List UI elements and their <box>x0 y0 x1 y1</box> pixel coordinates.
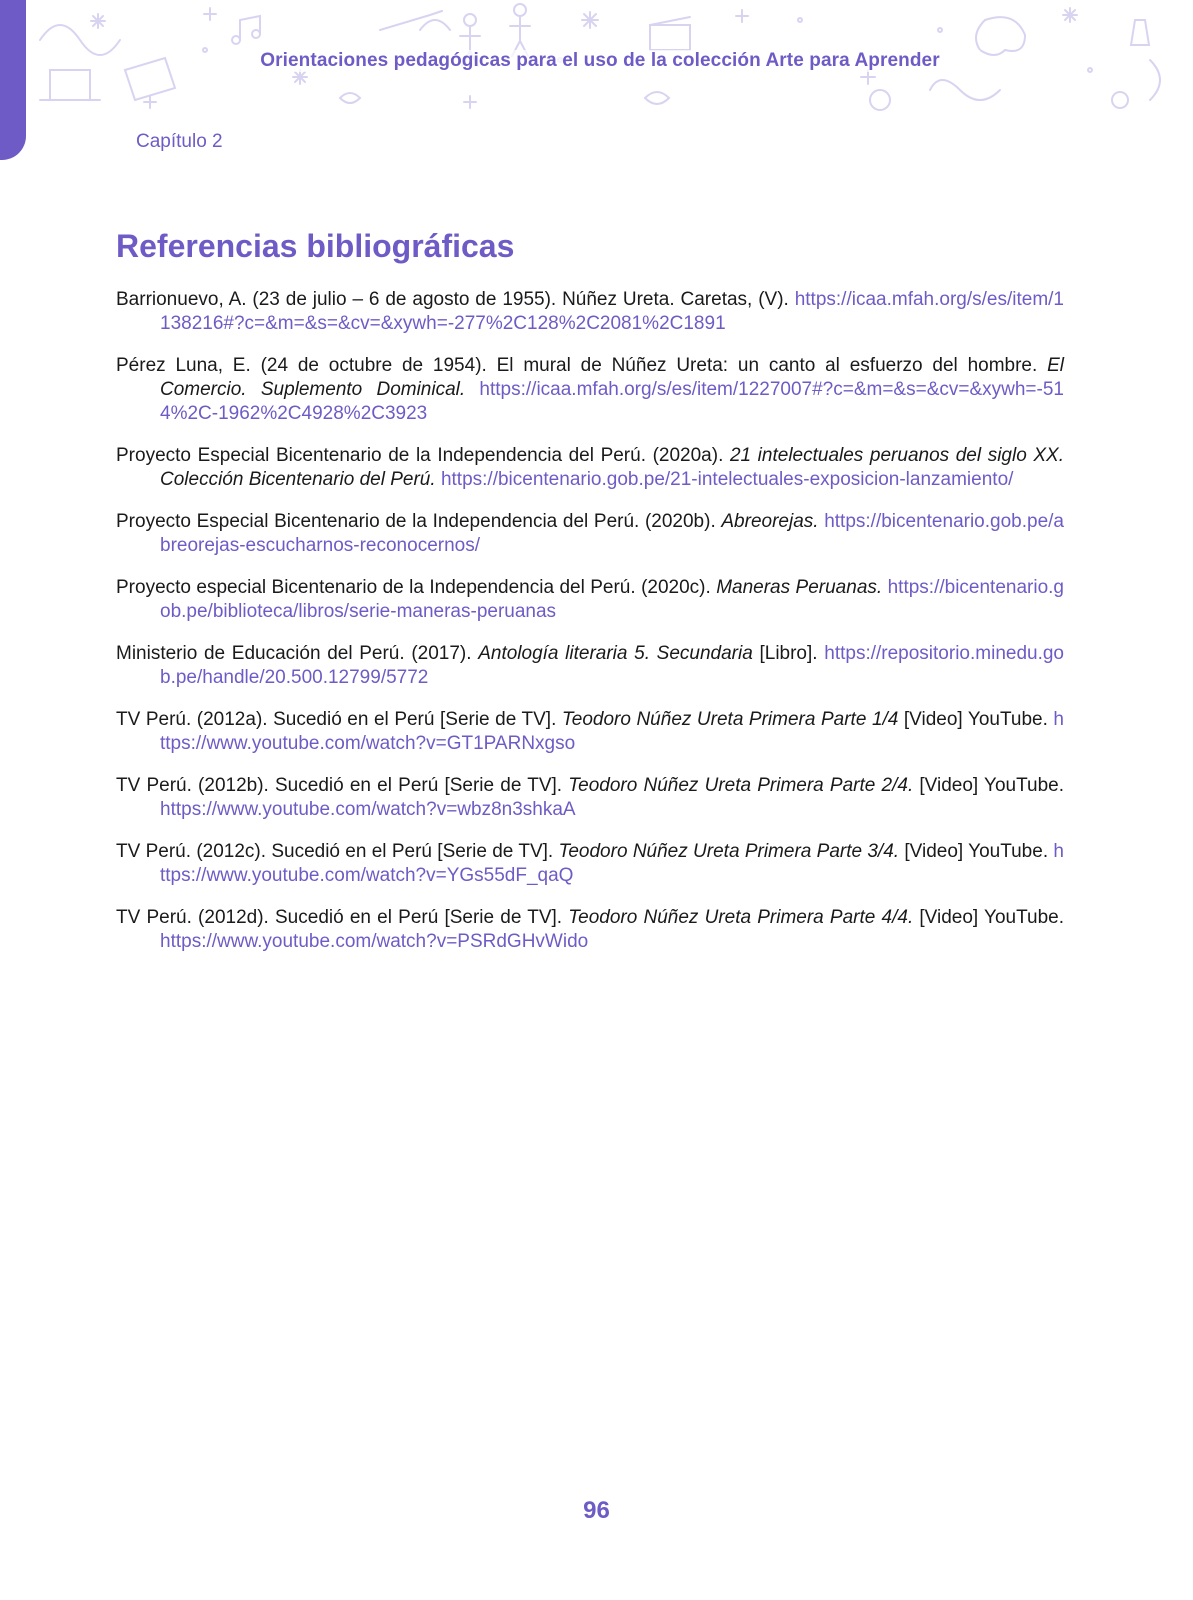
reference-url-link[interactable]: https://icaa.mfah.org/s/es/item/1138216#?c=&m=&s=&cv=&xywh=-277%2C128%2C2081%2C1891 <box>160 289 1064 334</box>
reference-text: TV Perú. (2012b). Sucedió en el Perú [Serie de TV]. <box>116 775 569 796</box>
reference-text: Pérez Luna, E. (24 de octubre de 1954). El mural de Núñez Ureta: un canto al esfuerzo del hombre. <box>116 355 1048 376</box>
reference-text: Proyecto Especial Bicentenario de la Independencia del Perú. (2020a). <box>116 445 730 466</box>
reference-item <box>116 354 1064 426</box>
reference-italic-title: Teodoro Núñez Ureta Primera Parte 3/4. <box>558 841 900 862</box>
reference-url-link[interactable]: https://bicentenario.gob.pe/21-intelectuales-exposicion-lanzamiento/ <box>440 469 1014 490</box>
reference-item <box>116 288 1064 336</box>
reference-url-link[interactable]: https://www.youtube.com/watch?v=PSRdGHvWido <box>160 931 589 952</box>
reference-text: Ministerio de Educación del Perú. (2017). <box>116 643 479 664</box>
reference-text: Proyecto especial Bicentenario de la Independencia del Perú. (2020c). <box>116 577 717 598</box>
reference-italic-title: El Comercio. Suplemento Dominical. <box>160 355 1064 400</box>
reference-italic-title: Teodoro Núñez Ureta Primera Parte 1/4 <box>561 709 899 730</box>
reference-url-link[interactable]: https://www.youtube.com/watch?v=wbz8n3shkaA <box>160 799 576 820</box>
reference-url-link[interactable]: https://bicentenario.gob.pe/abreorejas-escucharnos-reconocernos/ <box>160 511 1064 556</box>
running-title: Orientaciones pedagógicas para el uso de la colección Arte para Aprender <box>220 50 980 72</box>
reference-italic-title: Teodoro Núñez Ureta Primera Parte 2/4. <box>568 775 914 796</box>
reference-italic-title: Maneras Peruanas. <box>716 577 883 598</box>
reference-italic-title: Teodoro Núñez Ureta Primera Parte 4/4. <box>568 907 914 928</box>
reference-item <box>116 906 1064 954</box>
reference-item <box>116 708 1064 756</box>
reference-italic-title: Antología literaria 5. Secundaria <box>478 643 753 664</box>
reference-item <box>116 510 1064 558</box>
reference-url-link[interactable]: https://www.youtube.com/watch?v=GT1PARNxgso <box>160 709 1064 754</box>
reference-italic-title: Abreorejas. <box>721 511 819 532</box>
reference-list <box>116 288 1064 972</box>
reference-url-link[interactable]: https://repositorio.minedu.gob.pe/handle/20.500.12799/5772 <box>160 643 1064 688</box>
reference-item <box>116 642 1064 690</box>
reference-item <box>116 774 1064 822</box>
reference-text: TV Perú. (2012d). Sucedió en el Perú [Serie de TV]. <box>116 907 569 928</box>
reference-italic-title: 21 intelectuales peruanos del siglo XX. Colección Bicentenario del Perú. <box>160 445 1064 490</box>
reference-text: Proyecto Especial Bicentenario de la Independencia del Perú. (2020b). <box>116 511 722 532</box>
reference-text: Barrionuevo, A. (23 de julio – 6 de agosto de 1955). Núñez Ureta. Caretas, (V). <box>116 289 789 310</box>
reference-url-link[interactable]: https://www.youtube.com/watch?v=YGs55dF_qaQ <box>160 841 1064 886</box>
reference-text-after: [Video] YouTube. <box>898 709 1048 730</box>
reference-text: TV Perú. (2012a). Sucedió en el Perú [Serie de TV]. <box>116 709 562 730</box>
reference-text: TV Perú. (2012c). Sucedió en el Perú [Serie de TV]. <box>116 841 559 862</box>
reference-text-after <box>465 379 479 400</box>
chapter-label: Capítulo 2 <box>136 131 223 152</box>
reference-item <box>116 576 1064 624</box>
section-title: Referencias bibliográficas <box>116 228 515 264</box>
reference-item <box>116 840 1064 888</box>
header-doodle-band <box>0 0 1193 120</box>
reference-url-link[interactable]: https://bicentenario.gob.pe/biblioteca/libros/serie-maneras-peruanas <box>160 577 1064 622</box>
page-number: 96 <box>583 1497 610 1524</box>
reference-text-after: [Video] YouTube. <box>899 841 1049 862</box>
reference-text-after: [Libro]. <box>752 643 818 664</box>
reference-item <box>116 444 1064 492</box>
reference-text-after: [Video] YouTube. <box>913 775 1064 796</box>
reference-text-after: [Video] YouTube. <box>913 907 1064 928</box>
reference-url-link[interactable]: https://icaa.mfah.org/s/es/item/1227007#?c=&m=&s=&cv=&xywh=-514%2C-1962%2C4928%2C3923 <box>160 379 1064 424</box>
